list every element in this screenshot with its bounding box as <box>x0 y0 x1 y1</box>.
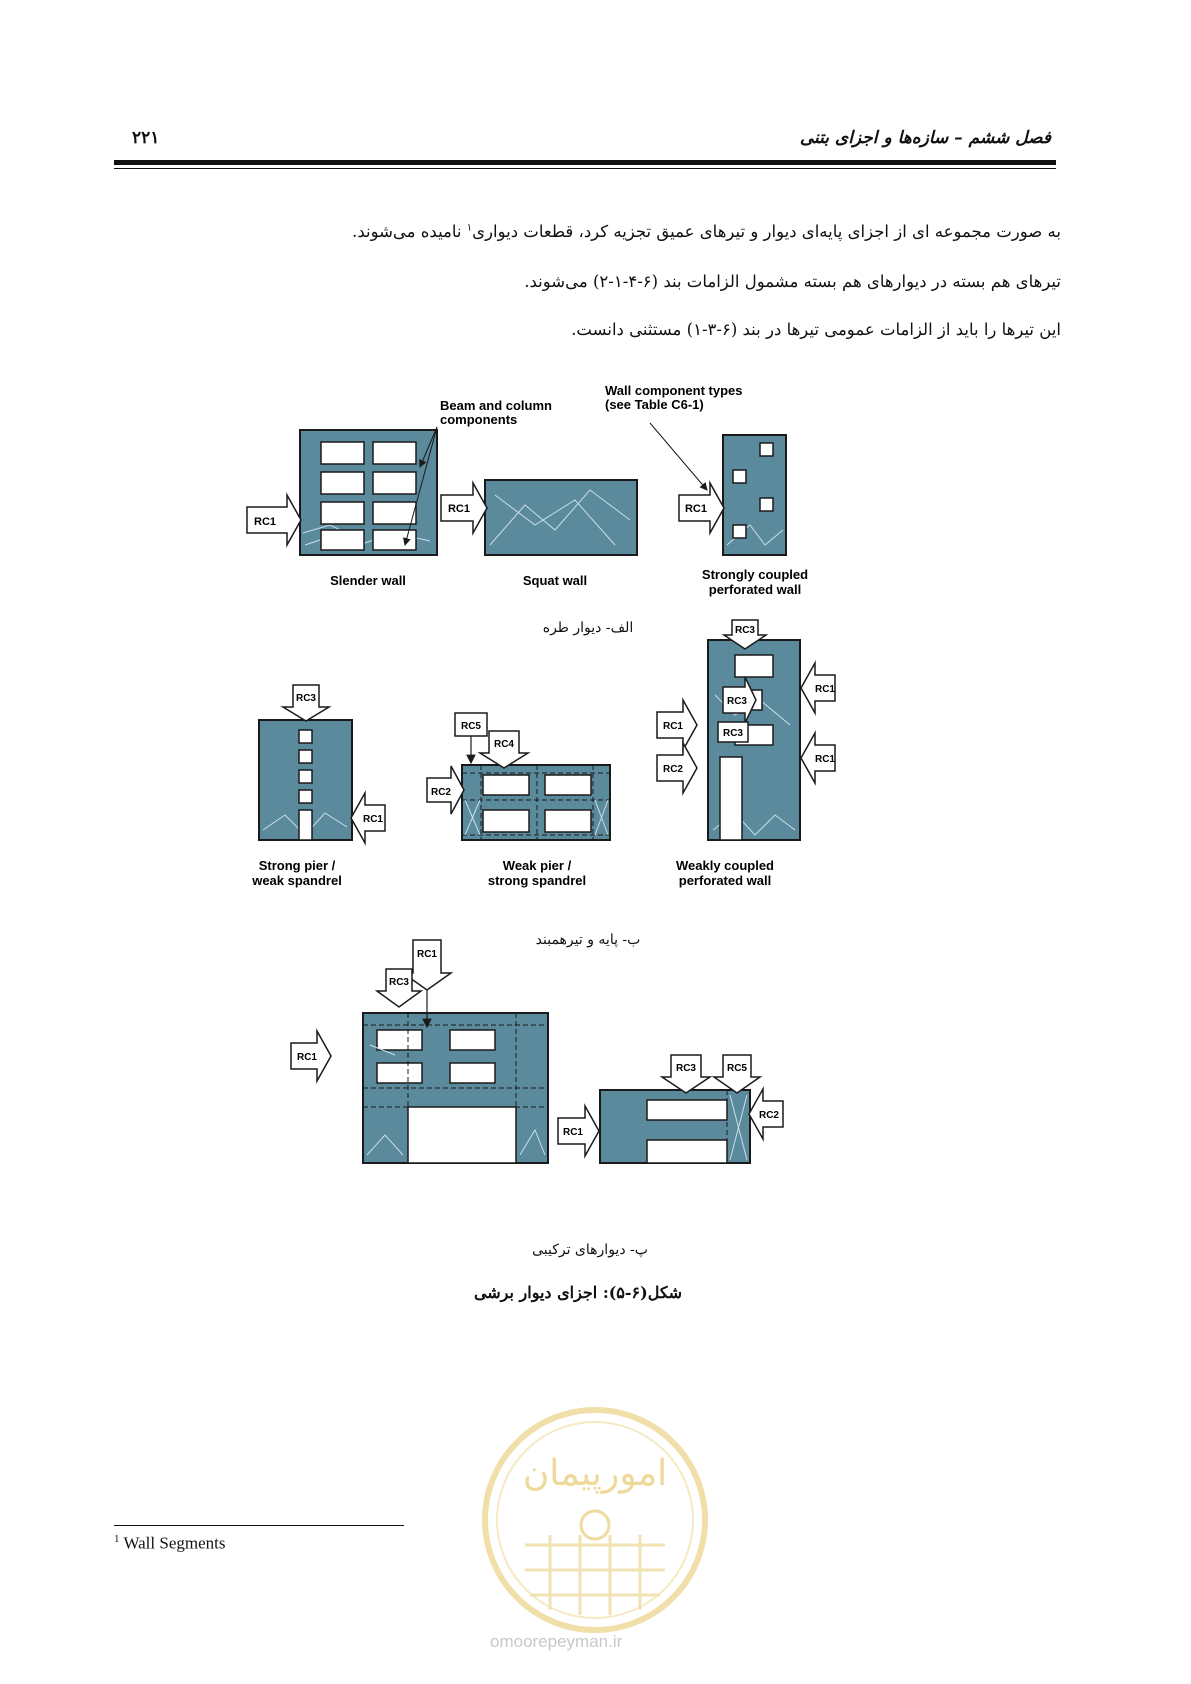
rc1-label: RC1 <box>562 1127 584 1138</box>
weakly-coupled-label-2: perforated wall <box>678 873 772 888</box>
body-line-3: این تیرها را باید از الزامات عمومی تیرها در بند (۶-۳-۱) مستثنی دانست. <box>571 320 1061 339</box>
rc3-label: RC3 <box>675 1063 697 1074</box>
rc5-label: RC5 <box>726 1063 748 1074</box>
arrow-rc1-squat <box>441 483 487 533</box>
beam-column-label-1: Beam and column <box>440 398 552 413</box>
combined-wall-left <box>363 1013 548 1163</box>
weak-pier-label-2: strong spandrel <box>487 873 587 888</box>
arrow-rc5-combined <box>714 1055 760 1093</box>
rc3-label: RC3 <box>734 625 756 636</box>
body-line-2: تیرهای هم بسته در دیوارهای هم بسته مشمول الزامات بند (۶-۴-۱-۲) می‌شوند. <box>524 272 1061 291</box>
arrow-rc1-weakly-right-top <box>801 663 835 713</box>
subcaption-b: ب- پایه و تیرهمبند <box>535 932 641 948</box>
rc1-label: RC1 <box>416 949 438 960</box>
arrow-rc2-combined <box>749 1089 783 1139</box>
arrow-rc3-weakly-low <box>718 722 748 742</box>
arrow-rc2-weakly-left <box>657 743 697 793</box>
rc1-label: RC1 <box>662 721 684 732</box>
arrow-rc1-combined-left <box>291 1031 331 1081</box>
component-types-label-1: Wall component types <box>605 383 743 398</box>
strongly-coupled-label-2: perforated wall <box>708 582 802 597</box>
rc2-label: RC2 <box>662 764 684 775</box>
header-rule <box>114 160 1056 165</box>
rc2-label: RC2 <box>430 787 452 798</box>
chapter-title: فصل ششم – سازه‌ها و اجزای بتنی <box>799 128 1051 148</box>
strongly-coupled-label-1: Strongly coupled <box>701 567 809 582</box>
rc1-label: RC1 <box>814 684 836 695</box>
rc1-label: RC1 <box>684 503 708 515</box>
strong-pier-label-1: Strong pier / <box>258 858 336 873</box>
footnote-rule <box>114 1525 404 1526</box>
rc1-label: RC1 <box>362 814 384 825</box>
rc3-label: RC3 <box>295 693 317 704</box>
arrow-rc2-weak <box>427 766 464 814</box>
combined-wall-right <box>600 1090 750 1163</box>
arrow-rc1-weakly-left <box>657 700 697 750</box>
body-line-1: به صورت مجموعه ای از اجزای پایه‌ای دیوار و تیرهای عمیق تجزیه کرد، قطعات دیواری$^۱$ نامیده می‌شوند. <box>352 222 1061 241</box>
arrow-rc1-strong <box>679 483 724 533</box>
slender-wall-label: Slender wall <box>330 573 406 588</box>
figure-caption: شکل(۶-۵): اجزای دیوار برشی <box>473 1283 683 1302</box>
arrow-rc5 <box>455 713 487 763</box>
footnote-ref[interactable]: ۱ <box>466 222 473 234</box>
rc3-label: RC3 <box>726 696 748 707</box>
strong-pier-wall <box>259 720 352 840</box>
slender-wall <box>300 430 437 555</box>
strongly-coupled-wall <box>723 435 786 555</box>
rc3-label: RC3 <box>722 728 744 739</box>
arrow-rc1-combined-right <box>558 1106 599 1156</box>
watermark-url: omoorepeyman.ir <box>490 1632 623 1651</box>
rc1-label: RC1 <box>296 1052 318 1063</box>
subcaption-a: الف- دیوار طره <box>542 620 634 636</box>
component-types-label-2: (see Table C6-1) <box>605 397 704 412</box>
rc4-label: RC4 <box>493 739 515 750</box>
arrow-rc1-slender <box>247 495 301 545</box>
rc1-label: RC1 <box>447 503 471 515</box>
page-number: ۲۲۱ <box>132 128 160 148</box>
watermark-logo <box>470 1405 720 1635</box>
subcaption-c: پ- دیوارهای ترکیبی <box>532 1242 648 1258</box>
rc2-label: RC2 <box>758 1110 780 1121</box>
weakly-coupled-label-1: Weakly coupled <box>675 858 775 873</box>
rc5-label: RC5 <box>460 721 482 732</box>
header-rule-thin <box>114 168 1056 169</box>
squat-wall-label: Squat wall <box>522 573 588 588</box>
squat-wall <box>485 480 637 555</box>
arrow-rc1-weakly-right-low <box>801 733 835 783</box>
weak-pier-wall <box>462 765 610 840</box>
rc1-label: RC1 <box>253 516 277 528</box>
arrow-rc3-combined-right <box>662 1055 710 1093</box>
rc1-label: RC1 <box>814 754 836 765</box>
beam-column-label-2: components <box>440 412 518 427</box>
weak-pier-label-1: Weak pier / <box>502 858 572 873</box>
arrow-rc1-pier <box>351 793 385 843</box>
rc3-label: RC3 <box>388 977 410 988</box>
watermark-logo-text: امورپیمان <box>522 1453 668 1494</box>
shear-wall-figure <box>252 383 905 1165</box>
strong-pier-label-2: weak spandrel <box>252 873 342 888</box>
footnote: $^1$ Wall Segments <box>114 1533 226 1553</box>
arrow-rc3-pier <box>283 685 329 721</box>
